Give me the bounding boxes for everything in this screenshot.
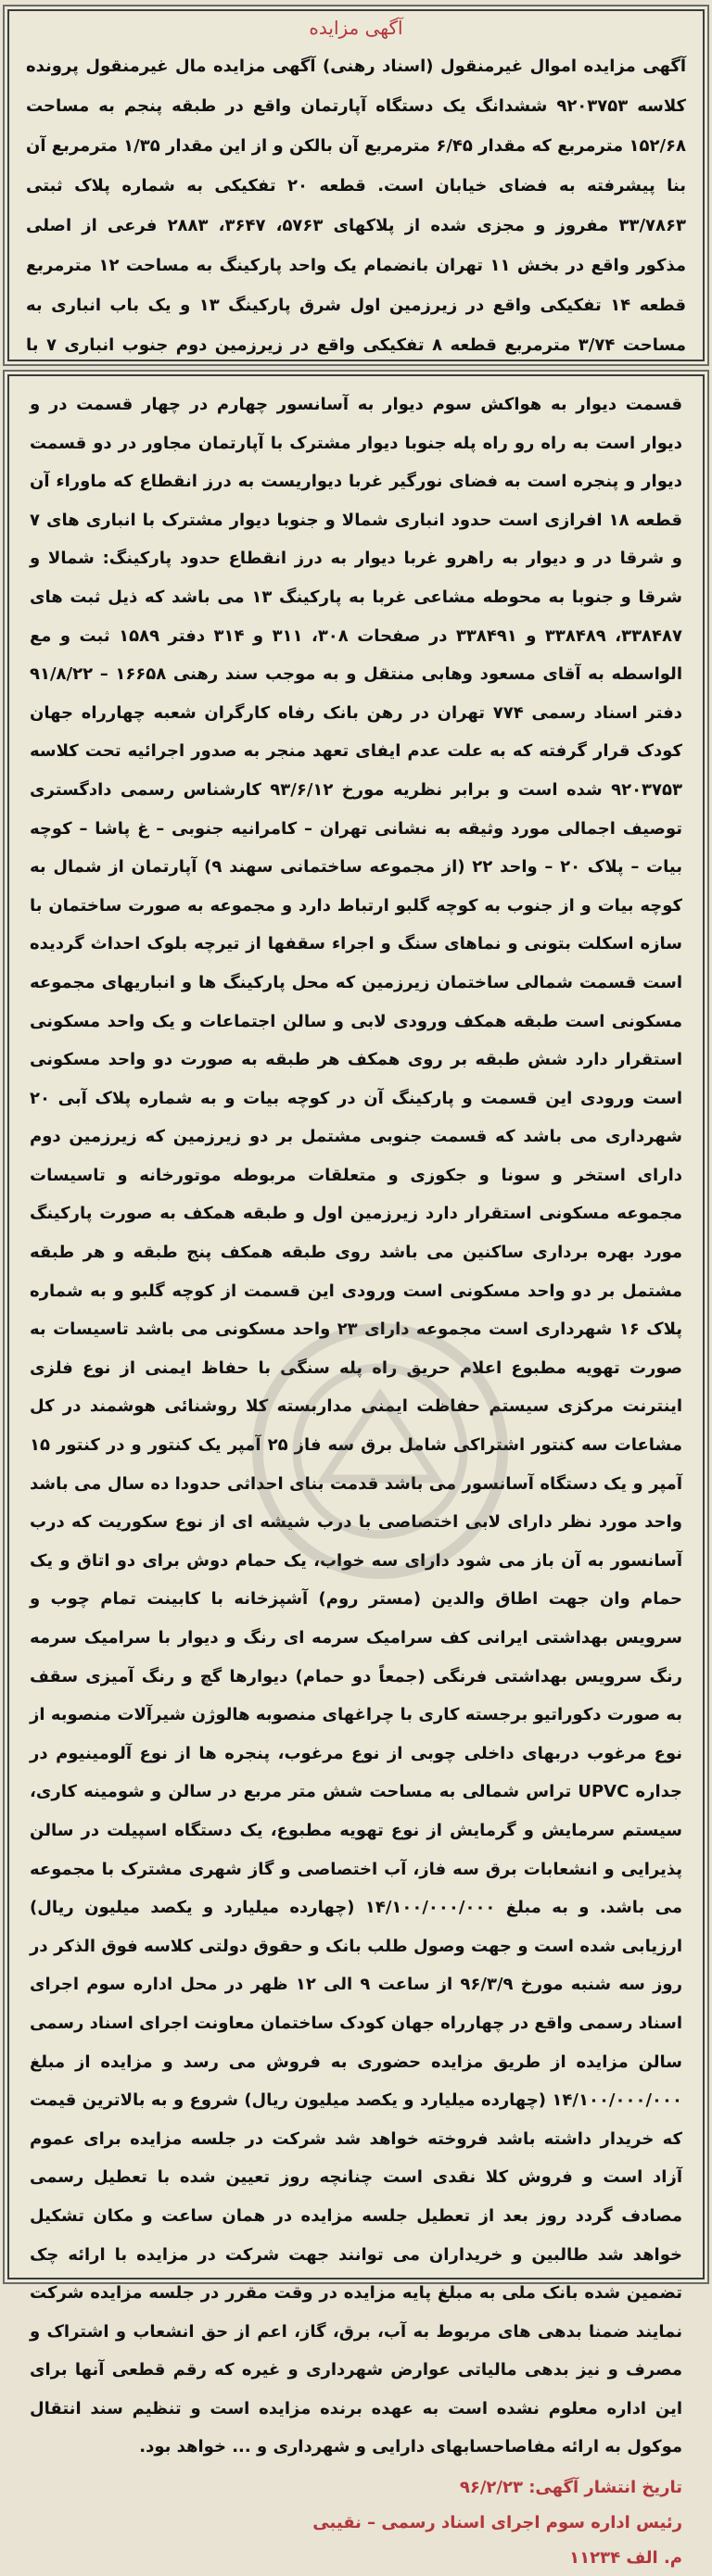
notice-paragraph-top: آگهی مزایده اموال غیرمنقول (اسناد رهنی) آگهی مزایده مال غیرمنقول پرونده کلاسه ۹۲۰۳۷۵۳ ششدانگ یک دستگاه آپارتمان واقع در طبقه پنجم به مساحت ۱۵۲/۶۸ مترمربع که مقدار ۶/۴۵ مترمربع آن بالکن و از این مقدار ۱/۳۵ مترمربع آن بنا پیشرفته به فضای خیابان است. قطعه ۲۰ تفکیکی به شماره پلاک ثبتی ۳۳/۷۸۶۳ مفروز و مجزی شده از پلاکهای ۵۷۶۳، ۳۶۴۷، ۲۸۸۳ فرعی از اصلی مذکور واقع در بخش ۱۱ تهران بانضمام یک واحد پارکینگ به مساحت ۱۲ مترمربع قطعه ۱۴ تفکیکی واقع در زیرزمین اول شرق پارکینگ ۱۳ و یک باب انباری به مساحت ۳/۷۴ مترمربع قطعه ۸ تفکیکی واقع در زیرزمین دوم جنوب انباری ۷ با [26,57,686,355]
notice-paragraph-main: قسمت دیوار به هواکش سوم دیوار به آسانسور چهارم در چهار قسمت در و دیوار است به راه رو راه پله جنوبا دیوار مشترک با آپارتمان مجاور در دو قسمت دیوار و پنجره است به فضای نورگیر غربا دیواریست به درز انقطاع که ماوراء آن قطعه ۱۸ افرازی است حدود انباری شمالا و جنوبا دیوار مشترک با انباری های ۷ و شرقا در و دیوار به راهرو غربا دیوار به درز انقطاع حدود پارکینگ: شمالا و شرقا و جنوبا به محوطه مشاعی غربا به پارکینگ ۱۳ می باشد که ذیل ثبت های ۳۳۸۴۸۷، ۳۳۸۴۸۹ و ۳۳۸۴۹۱ در صفحات ۳۰۸، ۳۱۱ و ۳۱۴ دفتر ۱۵۸۹ ثبت و مع الواسطه به آقای مسعود وهابی منتقل و به موجب سند رهنی ۱۶۶۵۸ – ۹۱/۸/۲۲ دفتر اسناد رسمی ۷۷۴ تهران در رهن بانک رفاه کارگران شعبه چهارراه جهان کودک قرار گرفته که به علت عدم ایفای تعهد منجر به صدور اجرائیه تحت کلاسه ۹۲۰۳۷۵۳ شده است و برابر نظریه مورخ ۹۳/۶/۱۲ کارشناس رسمی دادگستری توصیف اجمالی مورد وثیقه به نشانی تهران – کامرانیه جنوبی – غ پاشا – کوچه بیات – پلاک ۲۰ – واحد ۲۲ (از مجموعه ساختمانی سهند ۹) آپارتمان از شمال به کوچه بیات و از جنوب به کوچه گلبو ارتباط دارد و مجموعه به صورت ساختمان با سازه اسکلت بتونی و نماهای سنگ و اجراء سقفها از تیرچه بلوک احداث گردیده است قسمت شمالی ساختمان زیرزمین که محل پارکینگ ها و انباریهای مجموعه مسکونی است طبقه همکف ورودی لابی و سالن اجتماعات و یک واحد مسکونی استقرار دارد شش طبقه بر روی همکف هر طبقه به صورت دو واحد مسکونی است ورودی این قسمت و پارکینگ آن در کوچه بیات و به شماره پلاک آبی ۲۰ شهرداری می باشد که قسمت جنوبی مشتمل بر دو زیرزمین که زیرزمین دوم دارای استخر و سونا و جکوزی و متعلقات مربوطه موتورخانه و تاسیسات مجموعه مسکونی استقرار دارد زیرزمین اول و طبقه همکف به صورت پارکینگ مورد بهره برداری ساکنین می باشد روی طبقه همکف پنج طبقه و هر طبقه مشتمل بر دو واحد مسکونی است ورودی این قسمت از کوچه گلبو و به شماره پلاک ۱۶ شهرداری است مجموعه دارای ۲۳ واحد مسکونی می باشد تاسیسات به صورت تهویه مطبوع اعلام حریق راه پله سنگی با حفاظ ایمنی از نوع فلزی اینترنت مرکزی سیستم حفاظت ایمنی مداربسته کلا روشنائی هوشمند در کل مشاعات سه کنتور اشتراکی شامل برق سه فاز ۲۵ آمپر یک کنتور و در کنتور ۱۵ آمپر و یک دستگاه آسانسور می باشد قدمت بنای احداثی حدودا ده سال می باشد واحد مورد نظر دارای لابی اختصاصی با درب شیشه ای از نوع سکوریت که درب آسانسور به آن باز می شود دارای سه خواب، یک حمام دوش برای دو اتاق و یک حمام وان جهت اطاق والدین (مستر روم) آشپزخانه با کابینت تمام چوب و سرویس بهداشتی ایرانی کف سرامیک سرمه ای رنگ و دیوار با سرامیک سرمه رنگ سرویس بهداشتی فرنگی (جمعاً دو حمام) دیوارها گچ و رنگ آمیزی سقف به صورت دکوراتیو برجسته کاری با چراغهای منصوبه هالوژن شیرآلات منصوبه از نوع مرغوب دربهای داخلی چوبی از نوع مرغوب، پنجره ها از نوع آلومینیوم در جداره UPVC تراس شمالی به مساحت شش متر مربع در سالن و شومینه کاری، سیستم سرمایش و گرمایش از نوع تهویه مطبوع، یک دستگاه اسپیلت در سالن پذیرایی و انشعابات برق سه فاز، آب اختصاصی و گاز شهری مشترک با مجموعه می باشد. و به مبلغ ۱۴/۱۰۰/۰۰۰/۰۰۰ (چهارده میلیارد و یکصد میلیون ریال) ارزیابی شده است و جهت وصول طلب بانک و حقوق دولتی کلاسه فوق الذکر در روز سه شنبه مورخ ۹۶/۳/۹ از ساعت ۹ الی ۱۲ ظهر در محل اداره سوم اجرای اسناد رسمی واقع در چهارراه جهان کودک ساختمان معاونت اجرای اسناد رسمی سالن مزایده از طریق مزایده حضوری به فروش می رسد و مزایده از مبلغ ۱۴/۱۰۰/۰۰۰/۰۰۰ (چهارده میلیارد و یکصد میلیون ریال) شروع و به بالاترین قیمت که خریدار داشته باشد فروخته خواهد شد شرکت در جلسه مزایده برای عموم آزاد است و فروش کلا نقدی است چنانچه روز تعیین شده با تعطیل رسمی مصادف گردد روز بعد از تعطیل جلسه مزایده در همان ساعت و مکان تشکیل خواهد شد طالبین و خریداران می توانند جهت شرکت در مزایده با ارائه چک تضمین شده بانک ملی به مبلغ پایه مزایده در وقت مقرر در جلسه مزایده شرکت نمایند ضمنا بدهی های مربوط به آب، برق، گاز، اعم از حق انشعاب و اشتراک و مصرف و نیز بدهی مالیاتی عوارض شهرداری و غیره که رقم قطعی آنها برای این اداره معلوم نشده است به عهده برنده مزایده است و تنظیم سند انتقال موکول به ارائه مفاصاحسابهای دارایی و شهرداری و ... خواهد بود. [30,395,683,2457]
publish-date: تاریخ انتشار آگهی: ۹۶/۲/۲۳ [459,2478,682,2498]
notice-code: م. الف ۱۱۲۳۴ [569,2548,682,2569]
notice-footer [30,2470,682,2576]
signatory: رئیس اداره سوم اجرای اسناد رسمی – نقیبی [312,2513,682,2533]
notice-title: آگهی مزایده [309,17,403,39]
notice-main-section [7,374,705,2569]
notice-top-section [7,9,705,361]
